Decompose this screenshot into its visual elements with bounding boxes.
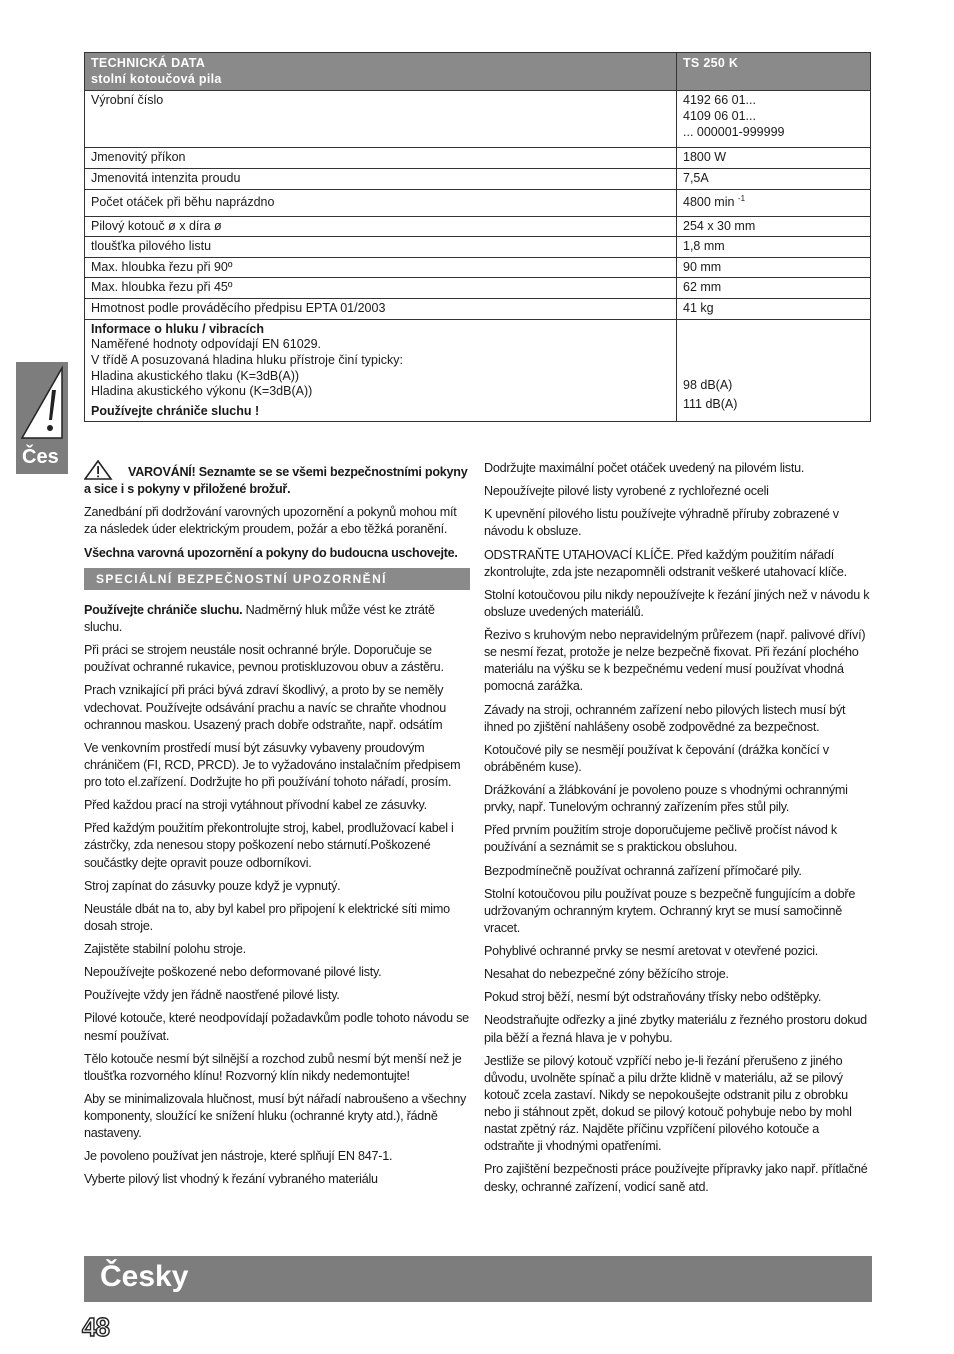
keep-instructions-note: Všechna varovná upozornění a pokyny do budoucna uschovejte. bbox=[84, 545, 458, 560]
table-row bbox=[85, 168, 871, 189]
row-value bbox=[677, 91, 871, 148]
paragraph: Drážkování a žlábkování je povoleno pouze s vhodnými ochrannými prvky, např. Tunelovým ochranný zařízením přes stůl pily. bbox=[484, 783, 848, 815]
warning-heading-text: VAROVÁNÍ! Seznamte se se všemi bezpečnostními pokyny a sice i s pokyny v přiložené brožuř. bbox=[84, 465, 468, 497]
page-number: 48 bbox=[82, 1312, 109, 1342]
table-row bbox=[85, 189, 871, 216]
noise-value-2: 111 dB(A) bbox=[683, 397, 738, 412]
table-header-row bbox=[85, 53, 871, 91]
paragraph: Před každou prací na stroji vytáhnout přívodní kabel ze zásuvky. bbox=[84, 798, 427, 813]
row-label: Výrobní číslo bbox=[85, 91, 677, 148]
row-value: 62 mm bbox=[677, 278, 871, 299]
language-title: Česky bbox=[100, 1260, 189, 1293]
paragraph: Před prvním použitím stroje doporučujeme pečlivě pročíst návod k používání a seznámit se s praktickou obsluhou. bbox=[484, 823, 837, 855]
paragraph: Závady na stroji, ochranném zařízení nebo pilových listech musí být ihned po zjištění nahlášeny osobě zodpovědné za bezpečnost. bbox=[484, 702, 846, 734]
paragraph: Nepoužívejte poškozené nebo deformované pilové listy. bbox=[84, 965, 382, 980]
paragraph: Stolní kotoučovou pilu používat pouze s bezpečně fungujícím a dobře udržovaným ochranným krytem. Ochranný kryt se musí samočinně vracet. bbox=[484, 886, 856, 935]
technical-data-table bbox=[84, 52, 871, 422]
table-row bbox=[85, 299, 871, 320]
row-label: Jmenovitá intenzita proudu bbox=[85, 168, 677, 189]
hearing-bold: Používejte chrániče sluchu. bbox=[84, 602, 243, 617]
serial-1: 4192 66 01... bbox=[683, 93, 756, 108]
row-label: Pilový kotouč ø x díra ø bbox=[85, 216, 677, 237]
paragraph: Při práci se strojem neustále nosit ochranné brýle. Doporučuje se používat ochranné rukavice, pevnou protiskluzovou obuv a zástěru. bbox=[84, 643, 444, 675]
right-column bbox=[484, 460, 872, 1202]
paragraph: Zajistěte stabilní polohu stroje. bbox=[84, 942, 246, 957]
paragraph: Tělo kotouče nesmí být silnější a rozchod zubů nesmí být menší než je tloušťka rozvorného klínu! Rozvorný klín nikdy nedemontujte! bbox=[84, 1051, 462, 1083]
paragraph: Prach vznikající při práci bývá zdraví škodlivý, a proto by se neměly vdechovat. Používejte odsávání prachu a navíc se chraňte vhodnou ochrannou maskou. Usazený prach dobře odstraňte, např. odsátím bbox=[84, 683, 447, 732]
paragraph: Dodržujte maximální počet otáček uvedený na pilovém listu. bbox=[484, 461, 805, 475]
row-value: 41 kg bbox=[677, 299, 871, 320]
row-value bbox=[677, 189, 871, 216]
paragraph: Neustále dbát na to, aby byl kabel pro připojení k elektrické síti mimo dosah stroje. bbox=[84, 901, 450, 933]
hearing-protection-paragraph bbox=[84, 602, 470, 636]
paragraph: ODSTRAŇTE UTAHOVACÍ KLÍČE. Před každým použitím nářadí zkontrolujte, zda jste nezapomněli odstranit veškeré utahovací klíče. bbox=[484, 547, 847, 579]
noise-line-1: Naměřené hodnoty odpovídají EN 61029. bbox=[91, 337, 322, 352]
paragraph: Jestliže se pilový kotouč vzpříčí nebo je-li řezání přerušeno z jiného důvodu, uvolněte spínač a pilu držte klidně v materiálu, až se pilový kotouč zcela zastaví. Nikdy se nepokoušejte odstranit pilu z obrobku nebo ji stáhnout zpět, dokud se pilový kotouč pohybuje nebo by mohl nastat zpětný ráz. Najděte příčinu vzpříčení pilového kotouče a odstraňte ji vhodnými opatřeními. bbox=[484, 1053, 852, 1154]
row-value: 1800 W bbox=[677, 148, 871, 169]
rpm-value: 4800 min bbox=[683, 195, 735, 210]
section-title-bar: SPECIÁLNÍ BEZPEČNOSTNÍ UPOZORNĚNÍ bbox=[84, 568, 470, 590]
row-value: 254 x 30 mm bbox=[677, 216, 871, 237]
paragraph: Je povoleno používat jen nástroje, které splňují EN 847-1. bbox=[84, 1149, 393, 1164]
table-header-model: TS 250 K bbox=[677, 53, 871, 91]
paragraph: Pro zajištění bezpečnosti práce používejte přípravky jako např. přítlačné desky, ochranné zařízení, vodicí saně atd. bbox=[484, 1162, 868, 1194]
language-side-tab bbox=[16, 362, 68, 474]
row-label: tloušťka pilového listu bbox=[85, 237, 677, 258]
noise-line-3: Hladina akustického tlaku (K=3dB(A)) bbox=[91, 368, 300, 383]
row-label: Max. hloubka řezu při 45º bbox=[85, 278, 677, 299]
side-tab-label: Čes bbox=[22, 446, 59, 468]
noise-values bbox=[677, 319, 871, 422]
warning-text: Zanedbání při dodržování varovných upozornění a pokynů mohou mít za následek úder elektrickým proudem, požár a ebo těžká poranění. bbox=[84, 505, 457, 537]
header-title: TECHNICKÁ DATA bbox=[91, 56, 206, 70]
noise-line-2: V třídě A posuzovaná hladina hluku přístroje činí typicky: bbox=[91, 352, 403, 367]
hearing-rest: Nadměrný hluk může vést ke ztrátě sluchu. bbox=[84, 602, 435, 635]
table-row bbox=[85, 148, 871, 169]
paragraph: Aby se minimalizovala hlučnost, musí být nářadí nabroušeno a všechny komponenty, sloužící ke snížení hluku (ochranné kryty atd.), řádně nastaveny. bbox=[84, 1091, 467, 1141]
warning-exclamation-icon bbox=[16, 362, 68, 442]
row-label: Jmenovitý příkon bbox=[85, 148, 677, 169]
paragraph: Stolní kotoučovou pilu nikdy nepoužívejte k řezání jiných než v návodu k obsluze uvedených materiálů. bbox=[484, 587, 870, 619]
paragraph: Pohyblivé ochranné prvky se nesmí aretovat v otevřené pozici. bbox=[484, 944, 819, 958]
warning-triangle-icon bbox=[84, 460, 114, 480]
table-row bbox=[85, 257, 871, 278]
paragraph: Pilové kotouče, které neodpovídají požadavkům podle tohoto návodu se nesmí používat. bbox=[84, 1011, 469, 1043]
paragraph: Kotoučové pily se nesmějí používat k čepování (drážka končící v obráběném kuse). bbox=[484, 742, 829, 774]
paragraph: Používejte vždy jen řádně naostřené pilové listy. bbox=[84, 988, 340, 1003]
table-row bbox=[85, 216, 871, 237]
noise-footer: Používejte chrániče sluchu ! bbox=[91, 403, 260, 418]
paragraph: Stroj zapínat do zásuvky pouze když je vypnutý. bbox=[84, 878, 341, 893]
noise-info-label bbox=[85, 319, 677, 422]
row-value: 7,5A bbox=[677, 168, 871, 189]
serial-3: ... 000001-999999 bbox=[683, 124, 785, 139]
serial-2: 4109 06 01... bbox=[683, 108, 756, 123]
left-column bbox=[84, 460, 470, 1195]
table-header-label bbox=[85, 53, 677, 91]
language-footer-bar bbox=[84, 1256, 872, 1302]
noise-line-4: Hladina akustického výkonu (K=3dB(A)) bbox=[91, 384, 313, 399]
paragraph: Nepoužívejte pilové listy vyrobené z rychlořezné oceli bbox=[484, 484, 769, 499]
warning-heading bbox=[84, 460, 470, 498]
table-row bbox=[85, 237, 871, 258]
row-value: 90 mm bbox=[677, 257, 871, 278]
paragraph: Pokud stroj běží, nesmí být odstraňovány třísky nebo odštěpky. bbox=[484, 990, 822, 1005]
paragraph: Řezivo s kruhovým nebo nepravidelným průřezem (např. palivové dříví) se nesmí řezat, protože je nelze bezpečně fixovat. Při řezání plochého materiálu na výšku se k bezpečnému vedení musí používat vhodná pomocná zarážka. bbox=[484, 628, 866, 694]
table-row bbox=[85, 278, 871, 299]
paragraph: Nesahat do nebezpečné zóny běžícího stroje. bbox=[484, 967, 729, 982]
row-label: Max. hloubka řezu při 90º bbox=[85, 257, 677, 278]
paragraph: Ve venkovním prostředí musí být zásuvky vybaveny proudovým chráničem (FI, RCD, PRCD). Je to vyžadováno instalačním předpisem pro toto el.zařízení. Dodržujte ho při používání tohoto nářadí, prosím. bbox=[84, 740, 461, 790]
row-label: Hmotnost podle prováděcího předpisu EPTA 01/2003 bbox=[85, 299, 677, 320]
paragraph: Před každým použitím překontrolujte stroj, kabel, prodlužovací kabel i zástrčky, zda nenesou stopy poškození nebo stárnutí.Poškozené součástky dejte opravit pouze odborníkovi. bbox=[84, 821, 454, 870]
row-value: 1,8 mm bbox=[677, 237, 871, 258]
noise-value-1: 98 dB(A) bbox=[683, 377, 733, 392]
rpm-unit-exponent: -1 bbox=[737, 194, 746, 204]
paragraph: Neodstraňujte odřezky a jiné zbytky materiálu z řezného prostoru dokud pila běží a řezná hlava je v pohybu. bbox=[484, 1013, 867, 1045]
noise-title: Informace o hluku / vibracích bbox=[91, 321, 264, 336]
paragraph: Vyberte pilový list vhodný k řezání vybraného materiálu bbox=[84, 1172, 378, 1187]
noise-info-row bbox=[85, 319, 871, 422]
table-row bbox=[85, 91, 871, 148]
row-label: Počet otáček při běhu naprázdno bbox=[85, 189, 677, 216]
header-subtitle: stolní kotoučová pila bbox=[91, 71, 222, 86]
paragraph: K upevnění pilového listu používejte výhradně příruby zobrazené v návodu k obsluze. bbox=[484, 507, 839, 539]
paragraph: Bezpodmínečně používat ochranná zařízení přímočaré pily. bbox=[484, 863, 802, 878]
